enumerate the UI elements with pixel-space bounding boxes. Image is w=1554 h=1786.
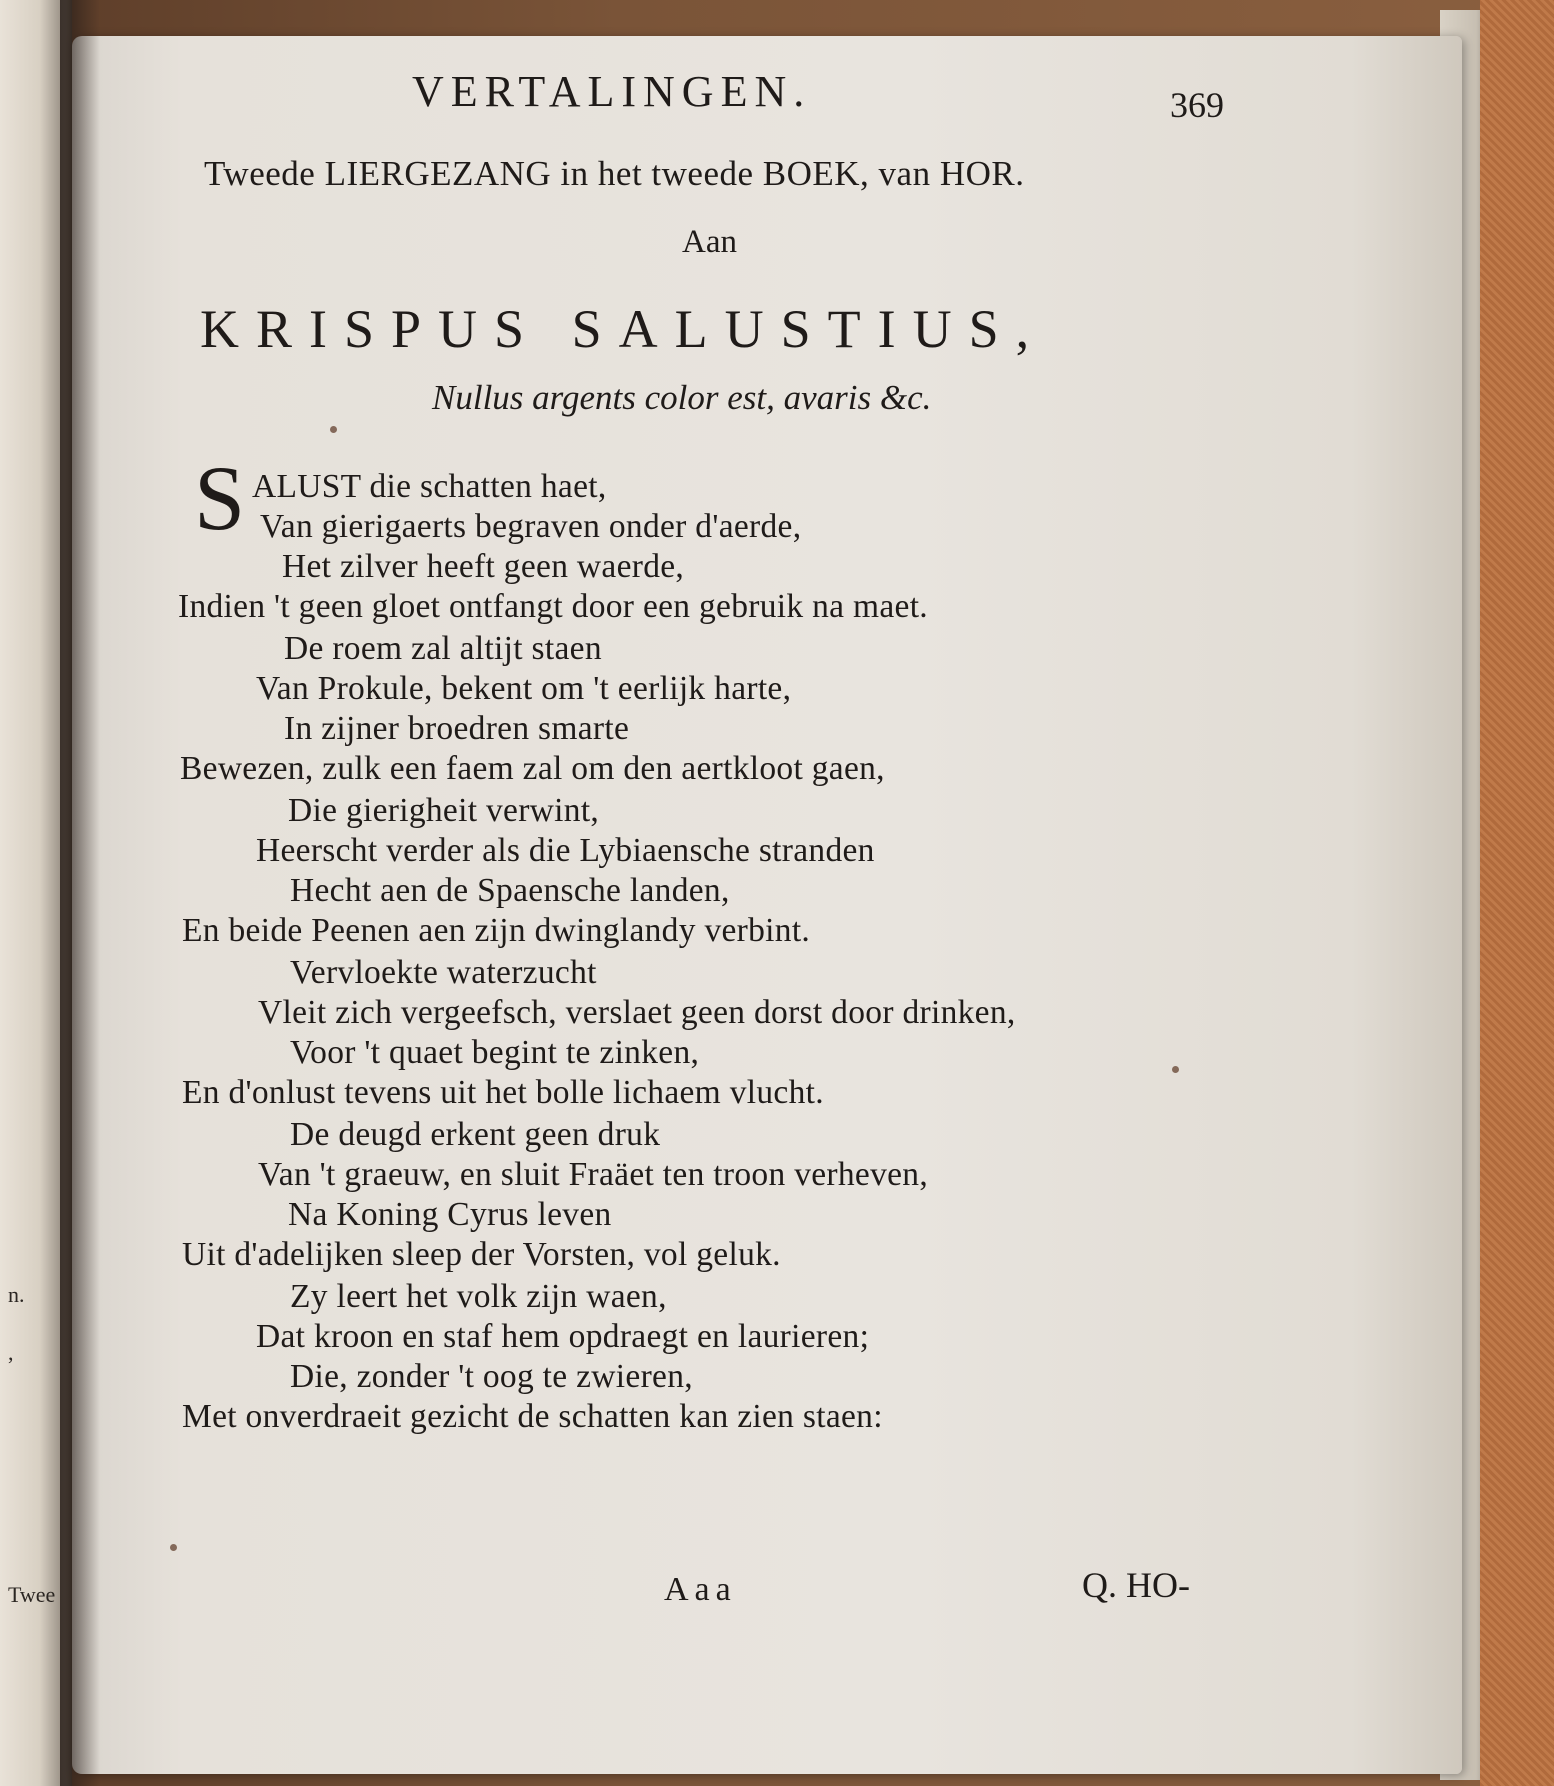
- left-page-fragment: Twee: [8, 1582, 56, 1607]
- poem-line: Met onverdraeit gezicht de schatten kan zien staen:: [182, 1398, 883, 1435]
- poem-line: Indien 't geen gloet ontfangt door een gebruik na maet.: [178, 588, 928, 625]
- foxing-spot: [170, 1544, 177, 1551]
- poem-line: Vervloekte waterzucht: [290, 954, 597, 991]
- poem-line: Hecht aen de Spaensche landen,: [290, 872, 730, 909]
- poem-line: Van 't graeuw, en sluit Fraäet ten troon verheven,: [258, 1156, 929, 1193]
- poem-line: De roem zal altijt staen: [284, 630, 602, 667]
- poem-line: Heerscht verder als die Lybiaensche stranden: [256, 832, 875, 869]
- poem-title: Tweede LIERGEZANG in het tweede BOEK, van HOR.: [204, 154, 1025, 193]
- poem-line: En beide Peenen aen zijn dwinglandy verbint.: [182, 912, 811, 949]
- poem-line: Vleit zich vergeefsch, verslaet geen dorst door drinken,: [258, 994, 1016, 1031]
- left-page-fragment: ,: [8, 1340, 14, 1365]
- latin-incipit: Nullus argents color est, avaris &c.: [432, 378, 932, 417]
- poem-line: ALUST die schatten haet,: [252, 468, 607, 505]
- poem-line: Van Prokule, bekent om 't eerlijk harte,: [256, 670, 792, 707]
- dedication-word: Aan: [682, 224, 737, 260]
- foxing-spot: [1172, 1066, 1179, 1073]
- poem-line: En d'onlust tevens uit het bolle lichaem vlucht.: [182, 1074, 824, 1111]
- left-page-fragment: n.: [8, 1282, 25, 1307]
- poem-line: Bewezen, zulk een faem zal om den aertkloot gaen,: [180, 750, 885, 787]
- addressee-heading: KRISPUS SALUSTIUS,: [200, 299, 1047, 359]
- poem-line: Uit d'adelijken sleep der Vorsten, vol geluk.: [182, 1236, 781, 1273]
- page-number: 369: [1170, 85, 1224, 125]
- poem-line: Zy leert het volk zijn waen,: [290, 1278, 667, 1315]
- poem-line: Van gierigaerts begraven onder d'aerde,: [260, 508, 802, 545]
- running-head: VERTALINGEN.: [412, 67, 812, 116]
- poem-line: Die gierigheit verwint,: [288, 792, 600, 829]
- signature-mark: Aaa: [664, 1571, 737, 1608]
- drop-cap: S: [194, 447, 246, 549]
- poem-line: De deugd erkent geen druk: [290, 1116, 661, 1153]
- poem-line: Na Koning Cyrus leven: [288, 1196, 612, 1233]
- book-cover-board: [1480, 0, 1554, 1786]
- poem-line: Voor 't quaet begint te zinken,: [290, 1034, 700, 1071]
- poem-line: Dat kroon en staf hem opdraegt en laurieren;: [256, 1318, 870, 1355]
- poem-line: Die, zonder 't oog te zwieren,: [290, 1358, 693, 1395]
- catchword: Q. HO-: [1082, 1565, 1190, 1605]
- gutter-shadow: [60, 0, 100, 1786]
- poem-line: In zijner broedren smarte: [284, 710, 630, 747]
- poem-line: Het zilver heeft geen waerde,: [282, 548, 685, 585]
- foxing-spot: [330, 426, 337, 433]
- book-page: [72, 36, 1462, 1774]
